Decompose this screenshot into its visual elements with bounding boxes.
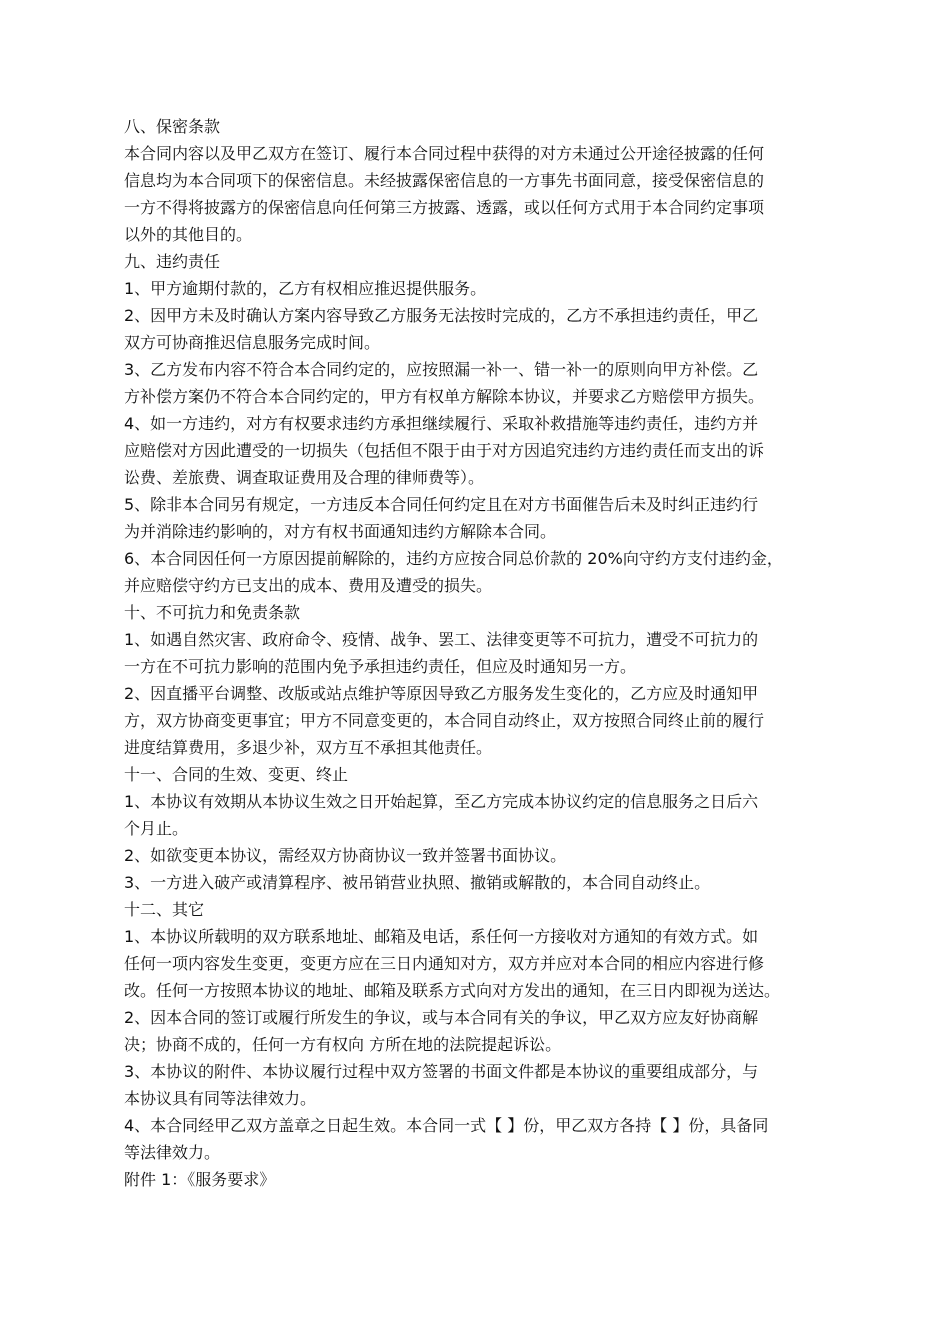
paragraph-line: 1、本协议所载明的双方联系地址、邮箱及电话，系任何一方接收对方通知的有效方式。如 bbox=[124, 927, 759, 946]
paragraph-line: 信息均为本合同项下的保密信息。未经披露保密信息的一方事先书面同意，接受保密信息的 bbox=[124, 171, 765, 190]
paragraph-line: 任何一项内容发生变更，变更方应在三日内通知对方，双方并应对本合同的相应内容进行修 bbox=[124, 954, 765, 973]
paragraph-line: 5、除非本合同另有规定，一方违反本合同任何约定且在对方书面催告后未及时纠正违约行 bbox=[124, 495, 759, 514]
section-heading-effectiveness: 十一、合同的生效、变更、终止 bbox=[124, 765, 349, 784]
paragraph-line: 一方不得将披露方的保密信息向任何第三方披露、透露，或以任何方式用于本合同约定事项 bbox=[124, 198, 765, 217]
paragraph-line: 双方可协商推迟信息服务完成时间。 bbox=[124, 333, 381, 352]
paragraph-line: 6、本合同因任何一方原因提前解除的，违约方应按合同总价款的 20%向守约方支付违约金， bbox=[124, 549, 783, 568]
paragraph-line: 等法律效力。 bbox=[124, 1143, 221, 1162]
paragraph-line: 本协议具有同等法律效力。 bbox=[124, 1089, 317, 1108]
section-heading-confidentiality: 八、保密条款 bbox=[124, 117, 221, 136]
paragraph-line: 1、本协议有效期从本协议生效之日开始起算，至乙方完成本协议约定的信息服务之日后六 bbox=[124, 792, 759, 811]
paragraph-line: 并应赔偿守约方已支出的成本、费用及遭受的损失。 bbox=[124, 576, 493, 595]
paragraph-line: 讼费、差旅费、调查取证费用及合理的律师费等）。 bbox=[124, 468, 485, 487]
paragraph-line: 方，双方协商变更事宜；甲方不同意变更的，本合同自动终止，双方按照合同终止前的履行 bbox=[124, 711, 765, 730]
paragraph-line: 3、本协议的附件、本协议履行过程中双方签署的书面文件都是本协议的重要组成部分，与 bbox=[124, 1062, 759, 1081]
paragraph-line: 2、如欲变更本协议，需经双方协商协议一致并签署书面协议。 bbox=[124, 846, 567, 865]
paragraph-line: 一方在不可抗力影响的范围内免予承担违约责任，但应及时通知另一方。 bbox=[124, 657, 637, 676]
section-heading-force-majeure: 十、不可抗力和免责条款 bbox=[124, 603, 301, 622]
paragraph-line: 进度结算费用，多退少补，双方互不承担其他责任。 bbox=[124, 738, 493, 757]
attachment-reference: 附件 1：《服务要求》 bbox=[124, 1170, 276, 1189]
paragraph-line: 2、因直播平台调整、改版或站点维护等原因导致乙方服务发生变化的，乙方应及时通知甲 bbox=[124, 684, 759, 703]
paragraph-line: 4、如一方违约，对方有权要求违约方承担继续履行、采取补救措施等违约责任，违约方并 bbox=[124, 414, 759, 433]
document-body bbox=[124, 113, 854, 1193]
paragraph-line: 4、本合同经甲乙双方盖章之日起生效。本合同一式【 】份，甲乙双方各持【 】份，具备同 bbox=[124, 1116, 769, 1135]
section-heading-liability: 九、违约责任 bbox=[124, 252, 221, 271]
paragraph-line: 本合同内容以及甲乙双方在签订、履行本合同过程中获得的对方未通过公开途径披露的任何 bbox=[124, 144, 765, 163]
paragraph-line: 方补偿方案仍不符合本合同约定的，甲方有权单方解除本协议，并要求乙方赔偿甲方损失。 bbox=[124, 387, 765, 406]
paragraph-line: 3、乙方发布内容不符合本合同约定的，应按照漏一补一、错一补一的原则向甲方补偿。乙 bbox=[124, 360, 759, 379]
section-heading-miscellaneous: 十二、其它 bbox=[124, 900, 205, 919]
paragraph-line: 为并消除违约影响的，对方有权书面通知违约方解除本合同。 bbox=[124, 522, 557, 541]
paragraph-line: 以外的其他目的。 bbox=[124, 225, 253, 244]
paragraph-line: 个月止。 bbox=[124, 819, 189, 838]
paragraph-line: 2、因本合同的签订或履行所发生的争议，或与本合同有关的争议，甲乙双方应友好协商解 bbox=[124, 1008, 759, 1027]
paragraph-line: 3、一方进入破产或清算程序、被吊销营业执照、撤销或解散的，本合同自动终止。 bbox=[124, 873, 711, 892]
paragraph-line: 决；协商不成的，任何一方有权向 方所在地的法院提起诉讼。 bbox=[124, 1035, 562, 1054]
paragraph-line: 1、甲方逾期付款的，乙方有权相应推迟提供服务。 bbox=[124, 279, 487, 298]
paragraph-line: 2、因甲方未及时确认方案内容导致乙方服务无法按时完成的，乙方不承担违约责任，甲乙 bbox=[124, 306, 759, 325]
paragraph-line: 改。任何一方按照本协议的地址、邮箱及联系方式向对方发出的通知，在三日内即视为送达。 bbox=[124, 981, 781, 1000]
paragraph-line: 应赔偿对方因此遭受的一切损失（包括但不限于由于对方因追究违约方违约责任而支出的诉 bbox=[124, 441, 765, 460]
paragraph-line: 1、如遇自然灾害、政府命令、疫情、战争、罢工、法律变更等不可抗力，遭受不可抗力的 bbox=[124, 630, 759, 649]
